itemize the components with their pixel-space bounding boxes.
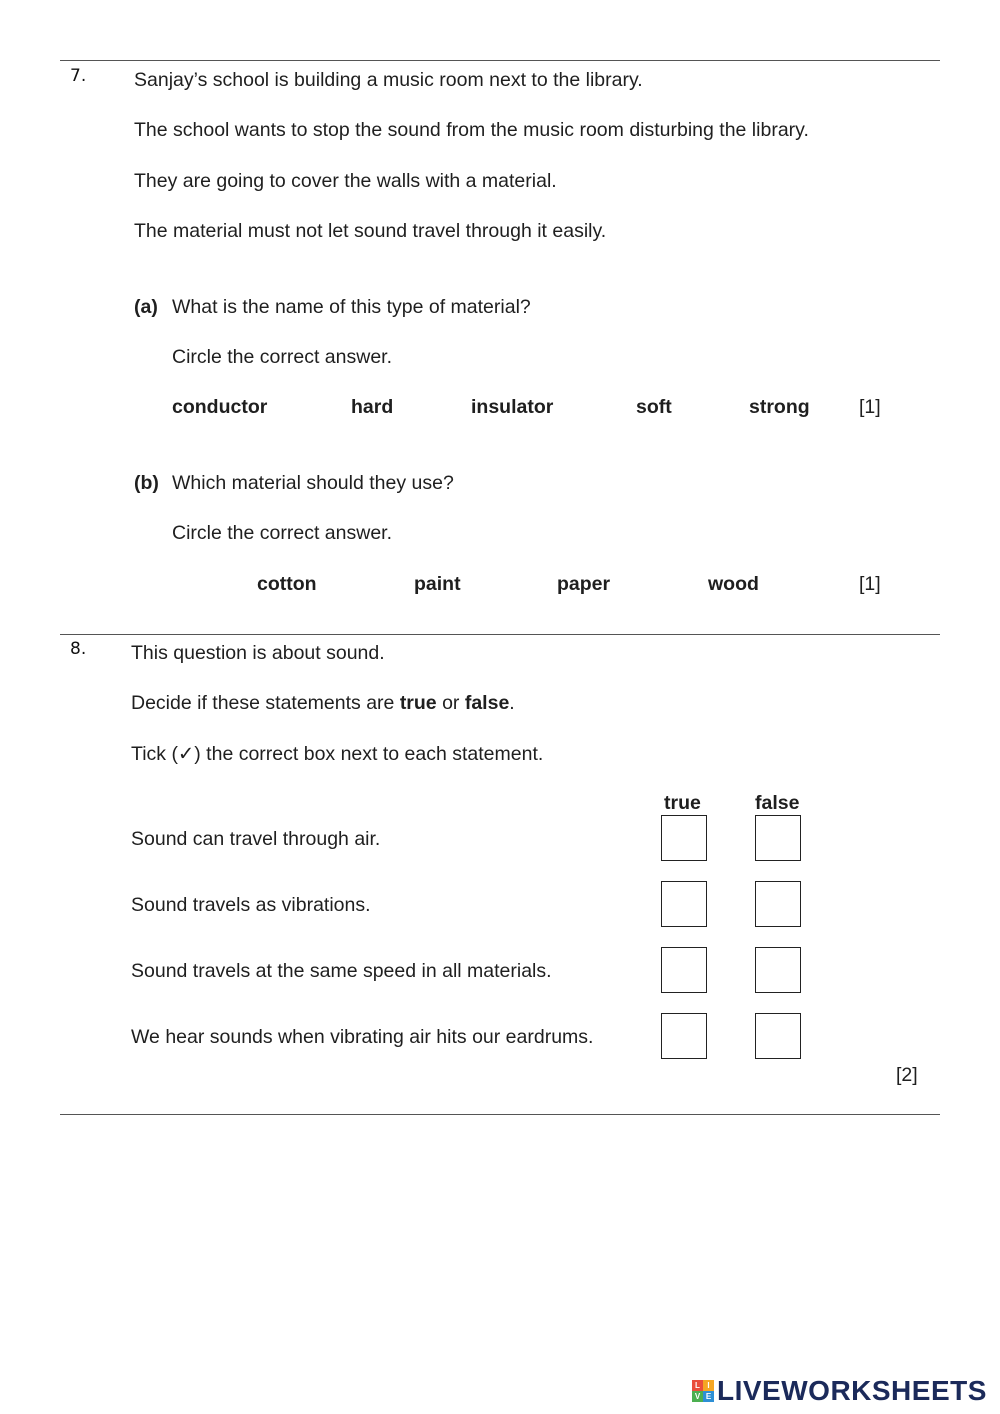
- q8-statement-2: Sound travels as vibrations.: [131, 894, 371, 916]
- statement-3-true-checkbox[interactable]: [661, 947, 707, 993]
- q8-marks: [2]: [896, 1064, 918, 1086]
- q8-statement-3: Sound travels at the same speed in all materials.: [131, 960, 552, 982]
- q8-decide-true: true: [399, 692, 437, 714]
- q7a-option-soft[interactable]: soft: [636, 396, 672, 418]
- liveworksheets-logo[interactable]: [692, 1376, 987, 1406]
- q7b-marks: [1]: [859, 573, 881, 595]
- statement-2-false-checkbox[interactable]: [755, 881, 801, 927]
- q7b-option-paint[interactable]: paint: [414, 573, 461, 595]
- logo-text: LIVEWORKSHEETS: [717, 1375, 987, 1406]
- q8-decide-suffix: .: [509, 692, 515, 714]
- q7a-option-conductor[interactable]: conductor: [172, 396, 268, 418]
- statement-3-false-checkbox[interactable]: [755, 947, 801, 993]
- q7b-label: (b): [134, 472, 159, 494]
- q8-instruction: Tick (✓) the correct box next to each statement.: [131, 743, 544, 765]
- q7a-question: What is the name of this type of material?: [172, 296, 531, 318]
- statement-4-true-checkbox[interactable]: [661, 1013, 707, 1059]
- q7a-instruction: Circle the correct answer.: [172, 346, 392, 368]
- q7b-question: Which material should they use?: [172, 472, 454, 494]
- q8-intro: This question is about sound.: [131, 642, 385, 664]
- divider-top: [60, 60, 940, 61]
- q7-intro-line-3: They are going to cover the walls with a material.: [134, 170, 557, 192]
- question-8-number: 8.: [70, 639, 87, 659]
- q8-decide-line: [131, 692, 515, 715]
- q7b-option-paper[interactable]: paper: [557, 573, 611, 595]
- q7a-option-hard[interactable]: hard: [351, 396, 394, 418]
- statement-2-true-checkbox[interactable]: [661, 881, 707, 927]
- q7a-marks: [1]: [859, 396, 881, 418]
- q7-intro-line-4: The material must not let sound travel through it easily.: [134, 220, 607, 242]
- q7b-option-wood[interactable]: wood: [708, 573, 759, 595]
- q8-decide-false: false: [464, 692, 510, 714]
- liveworksheets-logo-icon: L I V E: [692, 1380, 714, 1402]
- question-7-number: 7.: [70, 66, 87, 86]
- q8-statement-4: We hear sounds when vibrating air hits our eardrums.: [131, 1026, 594, 1048]
- statement-1-false-checkbox[interactable]: [755, 815, 801, 861]
- q8-decide-middle: or: [436, 692, 465, 714]
- q7a-option-strong[interactable]: strong: [749, 396, 810, 418]
- q7-intro-line-2: The school wants to stop the sound from the music room disturbing the library.: [134, 119, 809, 141]
- q7a-option-insulator[interactable]: insulator: [471, 396, 554, 418]
- divider-bottom: [60, 1114, 940, 1115]
- q7b-option-cotton[interactable]: cotton: [257, 573, 317, 595]
- column-header-true: true: [664, 792, 701, 814]
- q7a-label: (a): [134, 296, 158, 318]
- q8-statement-1: Sound can travel through air.: [131, 828, 381, 850]
- statement-4-false-checkbox[interactable]: [755, 1013, 801, 1059]
- divider-middle: [60, 634, 940, 635]
- column-header-false: false: [755, 792, 800, 814]
- q7b-instruction: Circle the correct answer.: [172, 522, 392, 544]
- q7-intro-line-1: Sanjay’s school is building a music room next to the library.: [134, 69, 643, 91]
- statement-1-true-checkbox[interactable]: [661, 815, 707, 861]
- q8-decide-prefix: Decide if these statements are: [131, 692, 400, 714]
